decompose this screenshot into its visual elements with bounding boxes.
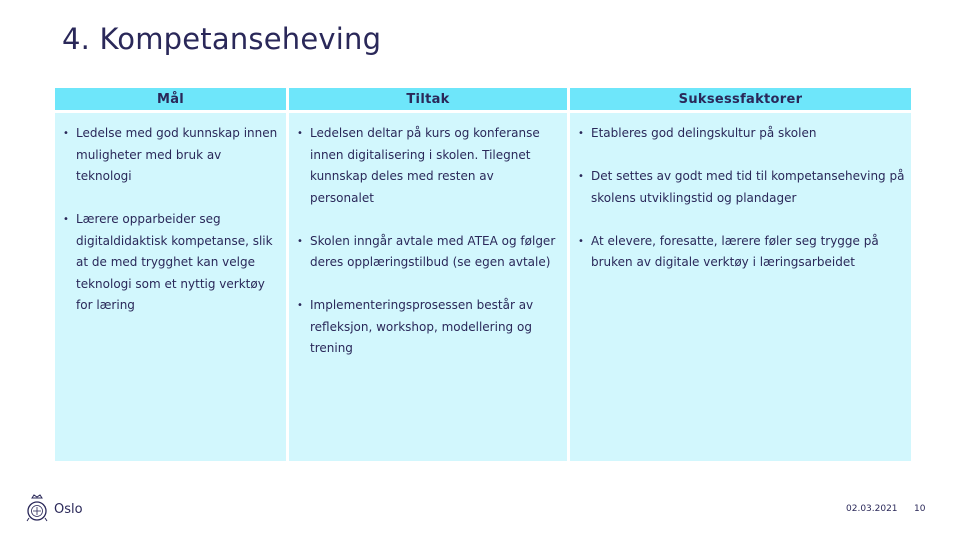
bullet-icon: •	[578, 171, 584, 182]
list-item-text: At elevere, foresatte, lærere føler seg trygge på bruken av digitale verktøy i læringsarbeidet	[591, 233, 879, 269]
competence-table	[55, 88, 905, 461]
list-item-text: Ledelsen deltar på kurs og konferanse innen digitalisering i skolen. Tilegnet kunnskap deles med resten av personalet	[310, 126, 540, 205]
list-item	[61, 209, 280, 317]
suksessfaktorer-list	[576, 123, 905, 274]
list-item	[576, 123, 905, 145]
cell-suksessfaktorer	[570, 113, 911, 461]
header-suksessfaktorer: Suksessfaktorer	[570, 88, 911, 110]
cell-tiltak	[289, 113, 567, 461]
bullet-icon: •	[578, 128, 584, 139]
page-number: 10	[914, 504, 926, 514]
list-item-text: Skolen inngår avtale med ATEA og følger deres opplæringstilbud (se egen avtale)	[310, 233, 556, 269]
list-item-text: Det settes av godt med tid til kompetanseheving på skolens utviklingstid og plandager	[591, 169, 905, 205]
oslo-seal-icon	[26, 494, 48, 524]
list-item-text: Ledelse med god kunnskap innen muligheter med bruk av teknologi	[76, 126, 278, 183]
slide-title: 4. Kompetanseheving	[62, 22, 382, 56]
oslo-logo	[26, 494, 83, 524]
maal-list	[61, 123, 280, 317]
bullet-icon: •	[297, 128, 303, 139]
bullet-icon: •	[63, 214, 69, 225]
list-item	[576, 166, 905, 209]
slide-date: 02.03.2021	[846, 504, 898, 514]
bullet-icon: •	[297, 300, 303, 311]
list-item	[576, 231, 905, 274]
tiltak-list	[295, 123, 561, 360]
list-item	[295, 231, 561, 274]
list-item-text: Lærere opparbeider seg digitaldidaktisk kompetanse, slik at de med trygghet kan velge teknologi som et nyttig verktøy for læring	[76, 212, 273, 312]
cell-maal	[55, 113, 286, 461]
header-maal: Mål	[55, 88, 286, 110]
list-item-text: Implementeringsprosessen består av refleksjon, workshop, modellering og trening	[310, 298, 534, 355]
bullet-icon: •	[297, 235, 303, 247]
header-tiltak: Tiltak	[289, 88, 567, 110]
logo-text: Oslo	[54, 501, 83, 517]
list-item	[295, 123, 561, 209]
list-item-text: Etableres god delingskultur på skolen	[591, 126, 817, 140]
bullet-icon: •	[578, 235, 584, 247]
list-item	[61, 123, 280, 188]
list-item	[295, 295, 561, 360]
bullet-icon: •	[63, 128, 69, 139]
